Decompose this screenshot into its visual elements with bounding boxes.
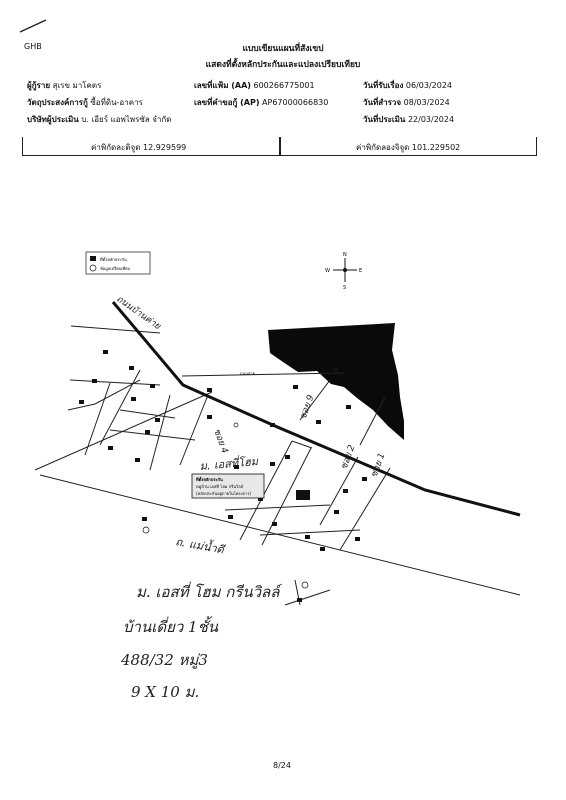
legend-collateral-icon — [90, 256, 96, 261]
hw-road-top: ถนนบ้านค่าย — [114, 294, 162, 332]
appraisal-label: วันที่ประเมิน — [363, 115, 406, 124]
legend-item1: ที่ตั้งหลักประกัน — [100, 257, 127, 262]
coord-divider — [279, 137, 281, 156]
compass-w: W — [325, 268, 330, 274]
owner-row — [27, 79, 101, 92]
hw-soi3: ซอย 2 — [339, 443, 358, 472]
bank-code: GHB — [24, 42, 42, 51]
hw-village: ม. เอสที่โฮม — [199, 454, 259, 473]
compass-icon — [325, 252, 362, 291]
page-number: 8/24 — [273, 761, 291, 770]
appraisal-value: 22/03/2024 — [407, 115, 455, 124]
handwritten-line3: 488/32 หมู่3 — [121, 651, 208, 669]
latitude-label: ค่าพิกัดละติจูด — [91, 143, 141, 152]
reservoir-shape — [268, 323, 404, 440]
project-label-box — [192, 474, 264, 498]
longitude-label: ค่าพิกัดลองจิจูด — [356, 143, 410, 152]
hw-mapdi: ถ. แม่น้ำดี — [174, 535, 225, 557]
owner-label: ผู้กู้ราย — [27, 81, 51, 90]
survey-row — [363, 96, 450, 109]
received-value: 06/03/2024 — [405, 81, 453, 90]
company-row — [27, 113, 171, 126]
latitude-value: 12.929599 — [142, 143, 187, 152]
handwritten-line4: 9 X 10 ม. — [131, 683, 200, 701]
corner-mark — [18, 18, 48, 38]
project-box-line3: (หลักประกันอยู่ภายในโครงการ) — [196, 491, 252, 496]
hw-soi2: ซอย 9 — [298, 393, 317, 422]
page-title: แบบเขียนแผนที่สังเขป — [242, 44, 324, 54]
longitude — [356, 141, 460, 154]
project-box-line1: ที่ตั้งหลักประกัน — [196, 477, 223, 482]
owner-value: สุเรข มาโคตร — [52, 81, 102, 90]
file-no-row — [194, 79, 315, 92]
map-legend — [86, 252, 150, 274]
hw-soi4: ซอย 1 — [369, 451, 388, 480]
file-no-value: 600266775001 — [253, 81, 315, 90]
appraisal-row — [363, 113, 454, 126]
road-main-label: ถนนสาย... — [240, 371, 259, 376]
survey-value: 08/03/2024 — [403, 98, 450, 107]
project-box-line2: หมู่บ้าน เอสที่ โฮม กรีนวิลล์ — [196, 484, 244, 489]
file-no-label: เลขที่แฟ้ม (AA) — [194, 81, 251, 90]
purpose-label: วัตถุประสงค์การกู้ — [27, 98, 88, 107]
company-value: บ. เอียร์ แอพไพรซัล จำกัด — [81, 115, 172, 124]
handwritten-line1: ม. เอสที่ โฮม กรีนวิลล์ — [136, 583, 280, 601]
latitude — [91, 141, 186, 154]
received-label: วันที่รับเรื่อง — [363, 81, 404, 90]
company-label: บริษัทผู้ประเมิน — [27, 115, 79, 124]
road-network — [35, 326, 520, 605]
hw-soi1: ซอย 4 — [211, 427, 230, 455]
compass-s: S — [343, 285, 347, 291]
received-row — [363, 79, 452, 92]
longitude-value: 101.229502 — [411, 143, 461, 152]
legend-item2: ข้อมูลเปรียบเทียบ — [100, 266, 131, 271]
request-no-value: AP67000066830 — [262, 98, 329, 107]
compass-e: E — [359, 268, 363, 274]
purpose-value: ซื้อที่ดิน-อาคาร — [90, 98, 143, 107]
compass-n: N — [343, 252, 347, 258]
request-no-label: เลขที่คำขอกู้ (AP) — [194, 98, 260, 107]
handwritten-line2: บ้านเดี่ยว 1ชั้น — [123, 618, 219, 636]
page-subtitle: แสดงที่ตั้งหลักประกันและแปลงเปรียบเทียบ — [205, 60, 361, 70]
survey-label: วันที่สำรวจ — [363, 98, 402, 107]
purpose-row — [27, 96, 143, 109]
location-map — [0, 240, 566, 620]
request-no-row — [194, 96, 328, 109]
